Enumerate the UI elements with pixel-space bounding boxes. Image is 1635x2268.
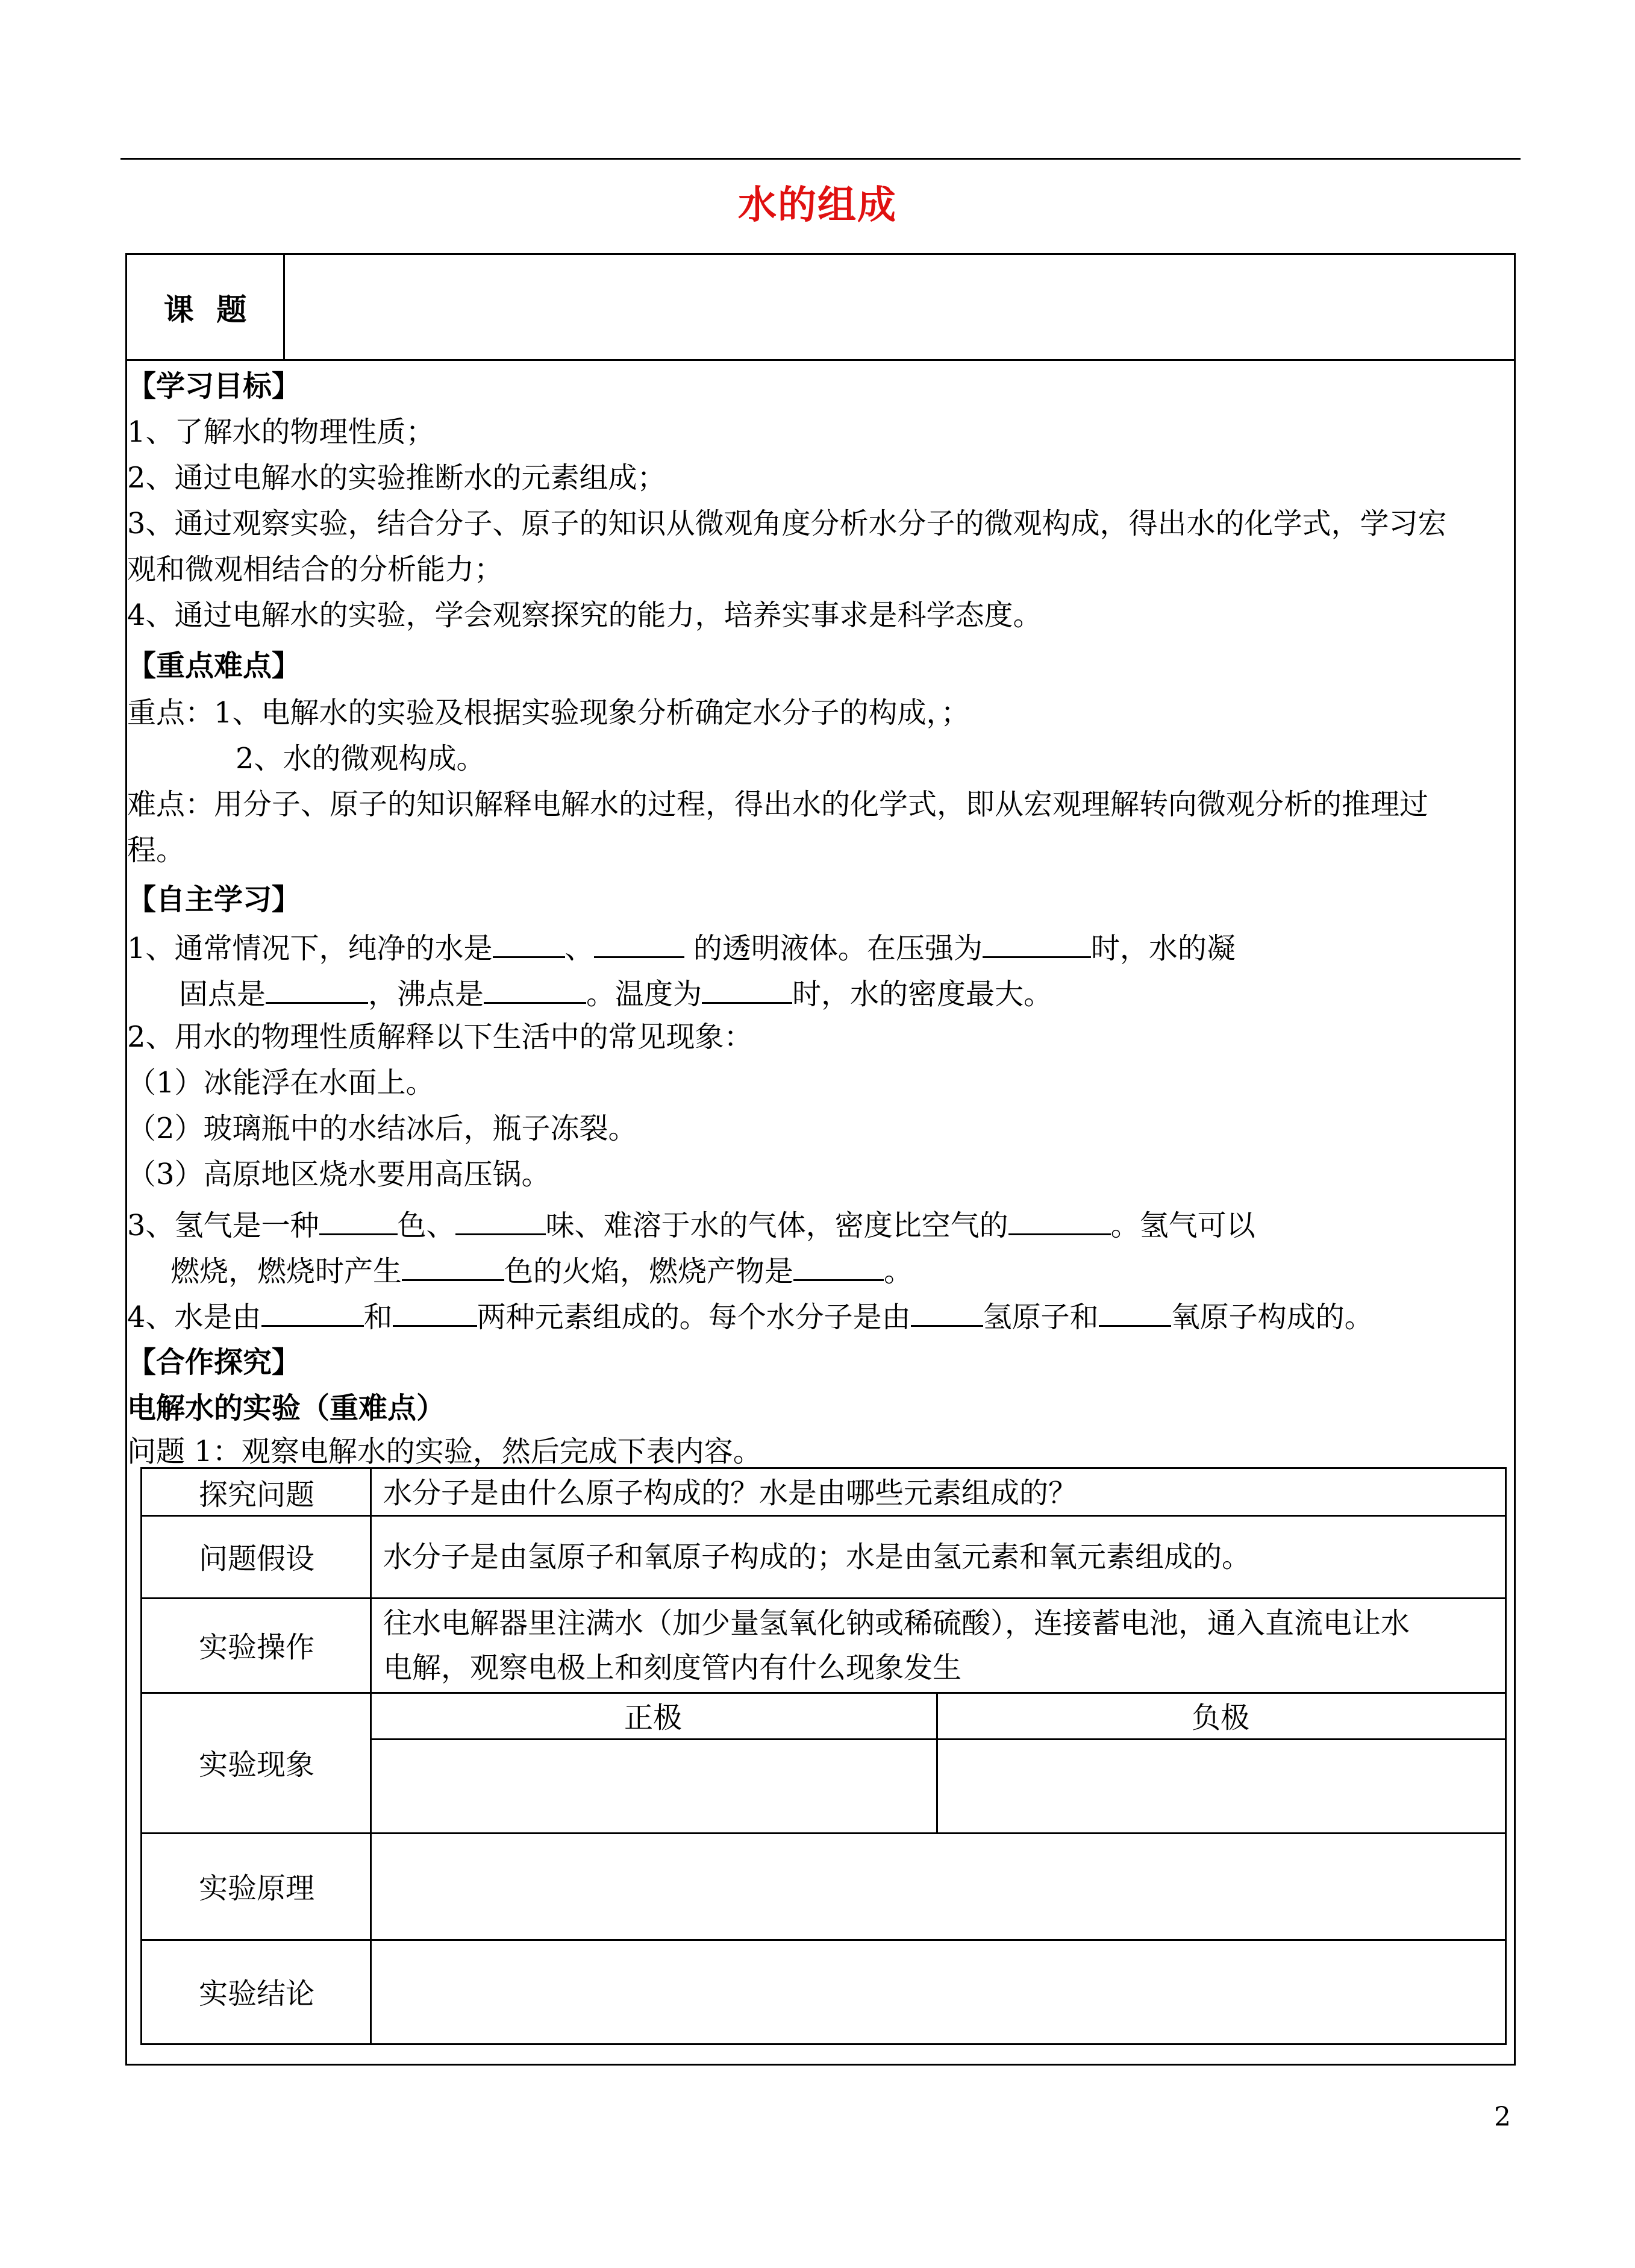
negative-electrode-answer[interactable] (938, 1740, 1503, 1831)
q2-intro: 2、用水的物理性质解释以下生活中的常见现象： (127, 1020, 753, 1054)
q1-text-c: 的透明液体。在压强为 (684, 932, 983, 965)
objective-item: 3、通过观察实验，结合分子、原子的知识从微观角度分析水分子的微观构成，得出水的化学式，学习宏 (127, 507, 1447, 540)
q3-blank-color[interactable] (319, 1204, 398, 1235)
page-number: 2 (1494, 2102, 1511, 2132)
header-rule (120, 158, 1521, 160)
objective-item: 4、通过电解水的实验，学会观察探究的能力，培养实事求是科学态度。 (127, 598, 1042, 632)
q1-text-d: 时，水的凝 (1090, 932, 1236, 965)
objectives-heading: 【学习目标】 (127, 369, 301, 403)
objective-item: 2、通过电解水的实验推断水的元素组成； (127, 461, 666, 495)
q3-text-d: 。氢气可以 (1110, 1209, 1255, 1242)
q2-item: （2）玻璃瓶中的水结冰后，瓶子冻裂。 (127, 1112, 637, 1145)
q4-text-d: 氢原子和 (983, 1300, 1099, 1334)
row-label-hypothesis: 问题假设 (198, 1542, 314, 1576)
row-text-question: 水分子是由什么原子构成的？水是由哪些元素组成的？ (383, 1476, 1078, 1510)
q2-item: （1）冰能浮在水面上。 (127, 1066, 435, 1100)
q1-text-b: 、 (564, 932, 594, 965)
row-label-operation: 实验操作 (198, 1631, 314, 1664)
q3-text-g: 。 (884, 1255, 913, 1288)
q1-blank-boiling[interactable] (484, 973, 586, 1004)
negative-electrode-header: 负极 (1191, 1701, 1249, 1735)
experiment-table (140, 1467, 1507, 2045)
cooperative-question: 问题 1：观察电解水的实验，然后完成下表内容。 (127, 1435, 762, 1468)
objective-item: 观和微观相结合的分析能力； (127, 553, 504, 586)
self-study-heading: 【自主学习】 (127, 883, 301, 916)
q1-text-h: 时，水的密度最大。 (792, 977, 1053, 1011)
row-label-conclusion: 实验结论 (198, 1977, 314, 2011)
q4-text-b: 和 (363, 1300, 393, 1334)
course-label: 课 题 (127, 255, 285, 359)
self-study-q4 (127, 1296, 1374, 1335)
positive-electrode-header: 正极 (624, 1701, 682, 1735)
keypoint-line: 重点：1、电解水的实验及根据实验现象分析确定水分子的构成，； (127, 696, 970, 730)
q3-blank-product[interactable] (793, 1250, 884, 1281)
q1-text-a: 1、通常情况下，纯净的水是 (127, 932, 493, 965)
q4-blank-element1[interactable] (261, 1296, 364, 1327)
q1-blank-color[interactable] (493, 927, 565, 958)
keypoint-line: 难点：用分子、原子的知识解释电解水的过程，得出水的化学式，即从宏观理解转向微观分析的推理过 (127, 788, 1429, 821)
row-label-phenomenon: 实验现象 (198, 1748, 314, 1782)
q3-blank-density[interactable] (1008, 1204, 1111, 1235)
q4-blank-h-count[interactable] (911, 1296, 983, 1327)
q3-blank-smell[interactable] (455, 1204, 546, 1235)
row-text-operation-2: 电解，观察电极上和刻度管内有什么现象发生 (383, 1651, 962, 1685)
q3-text-e: 燃烧，燃烧时产生 (170, 1255, 402, 1288)
self-study-q1-line2 (179, 973, 1052, 1012)
q1-blank-temperature[interactable] (702, 973, 792, 1004)
self-study-q3-line2 (170, 1250, 913, 1289)
q4-text-c: 两种元素组成的。每个水分子是由 (477, 1300, 911, 1334)
q1-blank-pressure[interactable] (983, 927, 1091, 958)
q4-blank-o-count[interactable] (1099, 1296, 1171, 1327)
q4-text-a: 4、水是由 (127, 1300, 261, 1334)
q1-blank-freezing[interactable] (266, 973, 368, 1004)
q2-item: （3）高原地区烧水要用高压锅。 (127, 1157, 551, 1191)
objective-item: 1、了解水的物理性质； (127, 415, 435, 449)
page-title: 水的组成 (738, 183, 897, 228)
cooperative-heading: 【合作探究】 (127, 1345, 301, 1379)
keypoints-heading: 【重点难点】 (127, 649, 301, 683)
q4-blank-element2[interactable] (393, 1296, 477, 1327)
q1-text-e: 固点是 (179, 977, 266, 1011)
q1-text-f: ，沸点是 (368, 977, 484, 1011)
q3-text-c: 味、难溶于水的气体，密度比空气的 (545, 1209, 1008, 1242)
keypoint-line: 程。 (127, 833, 186, 867)
q3-text-a: 3、氢气是一种 (127, 1209, 319, 1242)
q4-text-e: 氧原子构成的。 (1171, 1300, 1374, 1334)
course-row (127, 255, 1514, 361)
q3-blank-flame[interactable] (402, 1250, 504, 1281)
positive-electrode-answer[interactable] (372, 1740, 934, 1831)
q3-text-b: 色、 (397, 1209, 455, 1242)
row-text-operation-1: 往水电解器里注满水（加少量氢氧化钠或稀硫酸），连接蓄电池，通入直流电让水 (383, 1606, 1410, 1640)
row-text-hypothesis: 水分子是由氢原子和氧原子构成的；水是由氢元素和氧元素组成的。 (383, 1540, 1251, 1574)
row-label-question: 探究问题 (198, 1477, 314, 1512)
cooperative-subheading: 电解水的实验（重难点） (127, 1391, 446, 1425)
worksheet-frame (125, 253, 1516, 2066)
self-study-q3-line1 (127, 1204, 1255, 1244)
q3-text-f: 色的火焰，燃烧产物是 (504, 1255, 794, 1288)
self-study-q1-line1 (127, 927, 1236, 966)
q1-text-g: 。温度为 (586, 977, 702, 1011)
row-label-principle: 实验原理 (198, 1872, 314, 1905)
keypoint-line: 2、水的微观构成。 (236, 742, 486, 775)
q1-blank-smell[interactable] (594, 927, 684, 958)
